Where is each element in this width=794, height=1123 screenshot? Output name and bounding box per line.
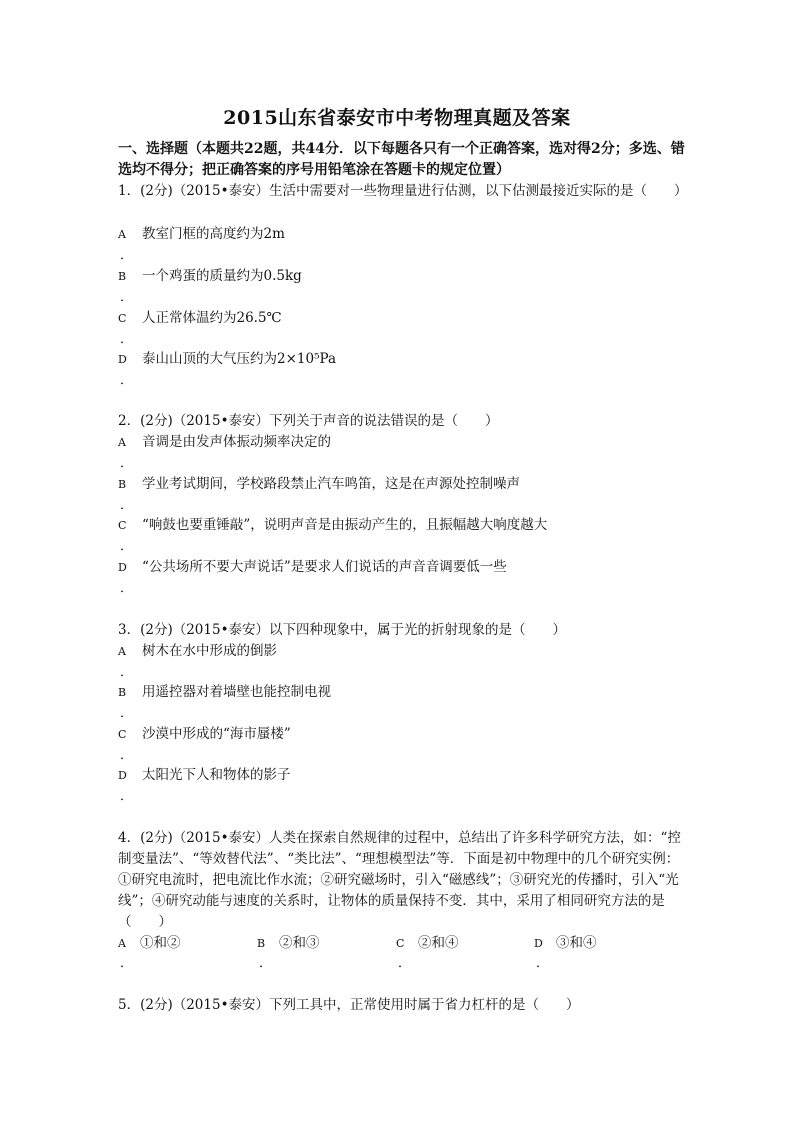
option-dot: ．	[120, 456, 134, 471]
option-dot: ．	[120, 706, 134, 721]
option-text: ②和④	[418, 935, 459, 951]
question-2-option-b	[118, 474, 520, 495]
question-1-option-b	[118, 266, 302, 287]
option-dot: ．	[120, 665, 134, 680]
option-dot: ．	[120, 248, 134, 263]
option-letter: D	[118, 353, 127, 366]
option-letter: C	[118, 728, 127, 741]
option-dot: ．	[120, 332, 134, 347]
question-4-option-a	[118, 933, 181, 954]
option-letter: A	[118, 436, 126, 449]
question-3-option-d	[118, 765, 291, 786]
option-dot: ．	[120, 290, 134, 305]
question-3-option-b	[118, 682, 331, 703]
option-text: 沙漠中形成的“海市蜃楼”	[142, 726, 291, 742]
option-text: “公共场所不要大声说话”是要求人们说话的声音音调要低一些	[142, 559, 507, 575]
question-1-option-a	[118, 224, 285, 245]
option-letter: B	[118, 270, 127, 283]
option-dot: ．	[120, 498, 134, 513]
question-2-option-c	[118, 515, 547, 536]
question-3-option-a	[118, 641, 277, 662]
option-text: 一个鸡蛋的质量约为0.5kg	[142, 268, 302, 284]
option-text: ②和③	[279, 935, 320, 951]
question-4-option-b	[257, 933, 320, 954]
option-text: ③和④	[556, 935, 597, 951]
option-letter: D	[118, 561, 127, 574]
option-text: 泰山山顶的大气压约为2×10⁵Pa	[142, 351, 337, 367]
question-2-stem: 2．(2分)（2015•泰安）下列关于声音的说法错误的是（ ）	[118, 413, 499, 429]
option-letter: B	[118, 478, 127, 491]
question-2-option-d	[118, 557, 507, 578]
question-3-stem: 3．(2分)（2015•泰安）以下四种现象中，属于光的折射现象的是（ ）	[118, 622, 567, 638]
section-heading: 一、选择题（本题共22题，共44分．以下每题各只有一个正确答案，选对得2分；多选、错选均不得分；把正确答案的序号用铅笔涂在答题卡的规定位置）	[118, 141, 685, 178]
option-letter: D	[118, 769, 127, 782]
question-4-option-c	[396, 933, 459, 954]
option-text: 树木在水中形成的倒影	[142, 643, 277, 659]
option-text: 音调是由发声体振动频率决定的	[142, 434, 331, 450]
option-dot: ．	[120, 956, 134, 971]
option-dot: ．	[259, 956, 273, 971]
option-text: 教室门框的高度约为2m	[142, 226, 285, 242]
option-letter: D	[534, 937, 543, 950]
option-letter: C	[118, 312, 127, 325]
question-1-option-c	[118, 308, 282, 329]
question-1-option-d	[118, 349, 336, 370]
option-text: ①和②	[140, 935, 181, 951]
option-dot: ．	[120, 748, 134, 763]
option-letter: C	[118, 519, 127, 532]
question-5-stem: 5．(2分)（2015•泰安）下列工具中，正常使用时属于省力杠杆的是（ ）	[118, 997, 580, 1013]
question-1-stem: 1．(2分)（2015•泰安）生活中需要对一些物理量进行估测，以下估测最接近实际的是（ ）	[118, 183, 688, 199]
option-text: 太阳光下人和物体的影子	[142, 767, 291, 783]
option-text: 学业考试期间，学校路段禁止汽车鸣笛，这是在声源处控制噪声	[142, 476, 520, 492]
question-2-option-a	[118, 432, 331, 453]
option-dot: ．	[120, 539, 134, 554]
question-3-option-c	[118, 724, 291, 745]
option-letter: A	[118, 937, 126, 950]
option-dot: ．	[536, 956, 550, 971]
option-letter: B	[257, 937, 266, 950]
option-dot: ．	[398, 956, 412, 971]
option-dot: ．	[120, 789, 134, 804]
option-dot: ．	[120, 581, 134, 596]
option-text: “响鼓也要重锤敲”，说明声音是由振动产生的，且振幅越大响度越大	[142, 517, 548, 533]
option-text: 人正常体温约为26.5℃	[142, 310, 282, 326]
page-title: 2015山东省泰安市中考物理真题及答案	[223, 107, 571, 129]
option-letter: B	[118, 686, 127, 699]
option-letter: A	[118, 645, 126, 658]
question-4-stem: 4．(2分)（2015•泰安）人类在探索自然规律的过程中，总结出了许多科学研究方法，如：“控制变量法”、“等效替代法”、“类比法”、“理想模型法”等．下面是初中物理中的几个研究实例：①研究电流时，把电流比作水流；②研究磁场时，引入“磁感线”；③研究光的传播时，引入“光线”；④研究动能与速度的关系时，让物体的质量保持不变．其中，采用了相同研究方法的是（ ）	[118, 830, 681, 930]
option-dot: ．	[120, 373, 134, 388]
option-letter: A	[118, 228, 126, 241]
question-4-option-d	[534, 933, 597, 954]
option-text: 用遥控器对着墙壁也能控制电视	[142, 684, 331, 700]
option-letter: C	[396, 937, 405, 950]
